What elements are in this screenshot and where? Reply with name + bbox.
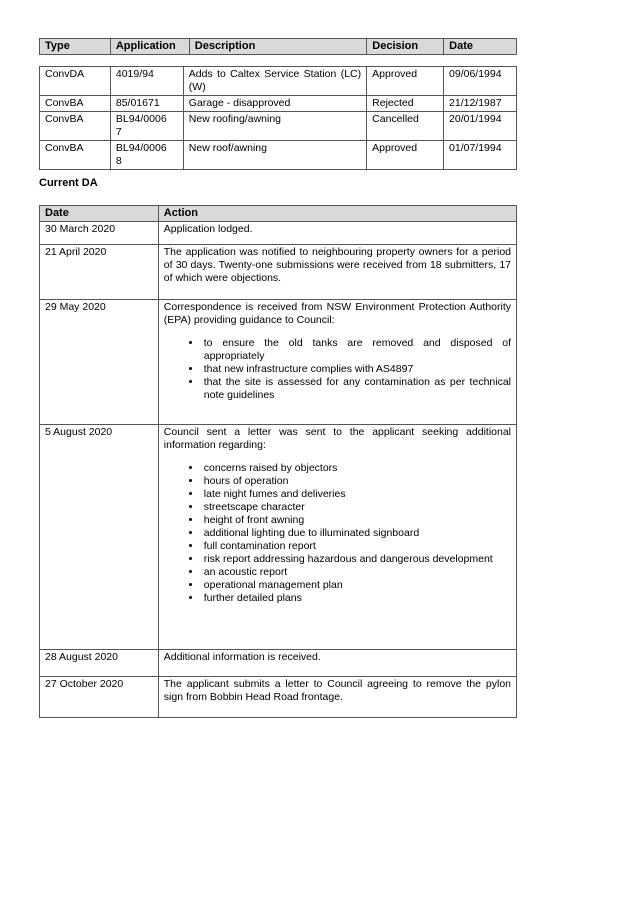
table-row — [40, 141, 517, 170]
action-text: Council sent a letter was sent to the applicant seeking additional information regarding: — [163, 426, 511, 451]
cell-description: Garage - disapproved — [183, 96, 366, 112]
row-date: 28 August 2020 — [40, 650, 159, 677]
cell-date: 21/12/1987 — [444, 96, 517, 112]
list-item: • that new infrastructure complies with AS4897 — [202, 363, 511, 376]
cell-decision: Cancelled — [367, 112, 444, 141]
row-action — [158, 245, 516, 300]
action-text: The application was notified to neighbouring property owners for a period of 30 days. Twenty-one submissions were received from 18 submitters, 17 of which were objections. — [163, 246, 511, 284]
row-action — [158, 222, 516, 245]
cell-type: ConvBA — [40, 141, 111, 170]
current-da-table — [39, 205, 517, 718]
list-item: • streetscape character — [202, 501, 511, 514]
history-table-header — [39, 38, 517, 55]
header-description: Description — [189, 39, 366, 55]
cell-application: BL94/0006 8 — [110, 141, 183, 170]
action-text: Application lodged. — [163, 223, 253, 235]
cell-date: 09/06/1994 — [444, 67, 517, 96]
table-row — [40, 67, 517, 96]
current-da-heading: Current DA — [39, 177, 98, 189]
list-item: • further detailed plans — [202, 592, 511, 605]
list-item: • that the site is assessed for any contamination as per technical note guidelines — [202, 376, 511, 402]
header-date: Date — [40, 206, 159, 222]
header-application: Application — [110, 39, 189, 55]
cell-type: ConvBA — [40, 112, 111, 141]
cell-application: 85/01671 — [110, 96, 183, 112]
row-date: 5 August 2020 — [40, 425, 159, 650]
row-action — [158, 300, 516, 425]
row-date: 27 October 2020 — [40, 677, 159, 718]
cell-type: ConvBA — [40, 96, 111, 112]
list-item: • risk report addressing hazardous and dangerous development — [202, 553, 511, 566]
cell-decision: Rejected — [367, 96, 444, 112]
cell-description: Adds to Caltex Service Station (LC) (W) — [183, 67, 366, 96]
cell-description: New roofing/awning — [183, 112, 366, 141]
header-type: Type — [40, 39, 111, 55]
cell-date: 20/01/1994 — [444, 112, 517, 141]
list-item: • late night fumes and deliveries — [202, 488, 511, 501]
table-row — [40, 677, 517, 718]
list-item: • an acoustic report — [202, 566, 511, 579]
row-action — [158, 677, 516, 718]
header-decision: Decision — [367, 39, 444, 55]
cell-application: 4019/94 — [110, 67, 183, 96]
current-da-header-row — [40, 206, 517, 222]
history-table — [39, 66, 517, 170]
table-row — [40, 112, 517, 141]
list-item: • hours of operation — [202, 475, 511, 488]
action-bullet-list — [164, 337, 511, 402]
action-text: Correspondence is received from NSW Environment Protection Authority (EPA) providing guidance to Council: — [163, 301, 511, 326]
cell-decision: Approved — [367, 67, 444, 96]
cell-type: ConvDA — [40, 67, 111, 96]
cell-application: BL94/0006 7 — [110, 112, 183, 141]
list-item: • concerns raised by objectors — [202, 462, 511, 475]
row-action — [158, 650, 516, 677]
action-bullet-list — [164, 462, 511, 605]
row-date: 30 March 2020 — [40, 222, 159, 245]
table-row — [40, 425, 517, 650]
cell-date: 01/07/1994 — [444, 141, 517, 170]
list-item: • to ensure the old tanks are removed and disposed of appropriately — [202, 337, 511, 363]
table-row — [40, 222, 517, 245]
header-date: Date — [444, 39, 517, 55]
table-row — [40, 96, 517, 112]
list-item: • operational management plan — [202, 579, 511, 592]
action-text: The applicant submits a letter to Council agreeing to remove the pylon sign from Bobbin Head Road frontage. — [163, 678, 511, 703]
history-header-row — [40, 39, 517, 55]
action-text: Additional information is received. — [163, 651, 321, 663]
list-item: • full contamination report — [202, 540, 511, 553]
cell-description: New roof/awning — [183, 141, 366, 170]
row-action — [158, 425, 516, 650]
cell-decision: Approved — [367, 141, 444, 170]
table-row — [40, 300, 517, 425]
header-action: Action — [158, 206, 516, 222]
table-row — [40, 650, 517, 677]
row-date: 21 April 2020 — [40, 245, 159, 300]
list-item: • additional lighting due to illuminated signboard — [202, 527, 511, 540]
row-date: 29 May 2020 — [40, 300, 159, 425]
list-item: • height of front awning — [202, 514, 511, 527]
table-row — [40, 245, 517, 300]
